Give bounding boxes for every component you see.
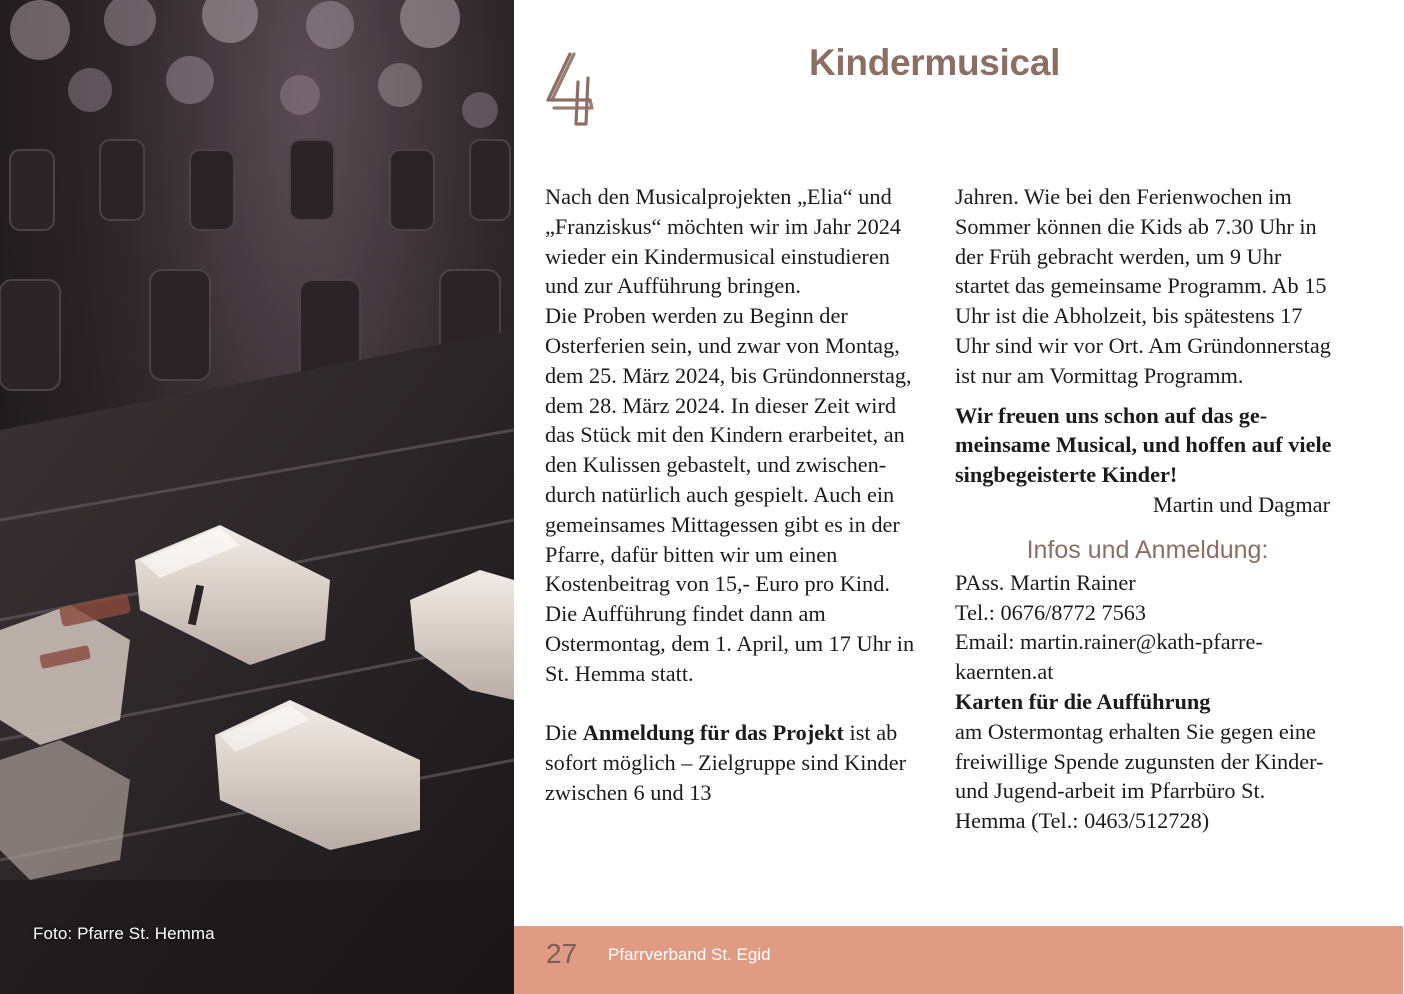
performance-paragraph: Die Aufführung findet dann am Ostermontag, dem 1. April, um 17 Uhr in St. Hemma statt. — [545, 601, 915, 686]
page-title: Kindermusical — [809, 42, 1061, 83]
contact-name: PAss. Martin Rainer — [955, 569, 1136, 595]
number-four-logo-icon — [540, 48, 602, 128]
registration-paragraph: Die Anmeldung für das Projekt ist ab sofort möglich – Zielgruppe sind Kinder zwischen 6 und 13 — [545, 720, 907, 805]
rehearsal-paragraph: Die Proben werden zu Beginn der Osterferien sein, und zwar von Montag, dem 25. März 2024, bis Gründonnerstag, dem 28. März 2024. In dieser Zeit wird das Stück mit den Kindern erarbeitet, an den Kulissen gebastelt, und zwischen-durch natürlich auch gespielt. Auch ein gemeinsames Mittagessen gibt es in der Pfarre, dafür bitten wir um einen Kostenbeitrag von 15,- Euro pro Kind. — [545, 303, 912, 597]
contact-email-line-2: kaernten.at — [955, 659, 1054, 685]
mixing-console-photo — [0, 0, 514, 994]
tickets-text: am Ostermontag erhalten Sie gegen eine freiwillige Spende zugunsten der Kinder- und Jugend-arbeit im Pfarrbüro St. Hemma (Tel.: 0463/512728) — [955, 718, 1324, 834]
footer-publication-label: Pfarrverband St. Egid — [608, 945, 771, 964]
tickets-heading: Karten für die Aufführung — [955, 688, 1211, 714]
article-left-column — [545, 182, 915, 808]
contact-phone: Tel.: 0676/8772 7563 — [955, 599, 1147, 625]
photo-credit: Foto: Pfarre St. Hemma — [33, 924, 215, 943]
contact-email-line-1: Email: martin.rainer@kath-pfarre- — [955, 629, 1263, 655]
page-footer — [514, 926, 1403, 994]
closing-statement: Wir freuen uns schon auf das ge-meinsame Musical, und hoffen auf viele singbegeisterte Kinder! — [955, 402, 1332, 488]
registration-emphasis: Anmeldung für das Projekt — [582, 720, 844, 746]
signature: Martin und Dagmar — [1152, 491, 1330, 517]
page-number: 27 — [546, 938, 578, 969]
schedule-paragraph: Jahren. Wie bei den Ferienwochen im Sommer können die Kids ab 7.30 Uhr in der Früh gebracht werden, um 9 Uhr startet das gemeinsame Programm. Ab 15 Uhr ist die Abholzeit, bis spätestens 17 Uhr sind wir vor Ort. Am Gründonnerstag ist nur am Vormittag Programm. — [955, 184, 1331, 388]
intro-paragraph: Nach den Musicalprojekten „Elia“ und „Franziskus“ möchten wir im Jahr 2024 wieder ein Kindermusical einstudieren und zur Aufführung bringen. — [545, 184, 902, 299]
infos-heading: Infos und Anmeldung: — [1026, 535, 1269, 564]
article-right-column — [955, 182, 1340, 836]
mixing-console-faders-icon — [0, 0, 514, 994]
